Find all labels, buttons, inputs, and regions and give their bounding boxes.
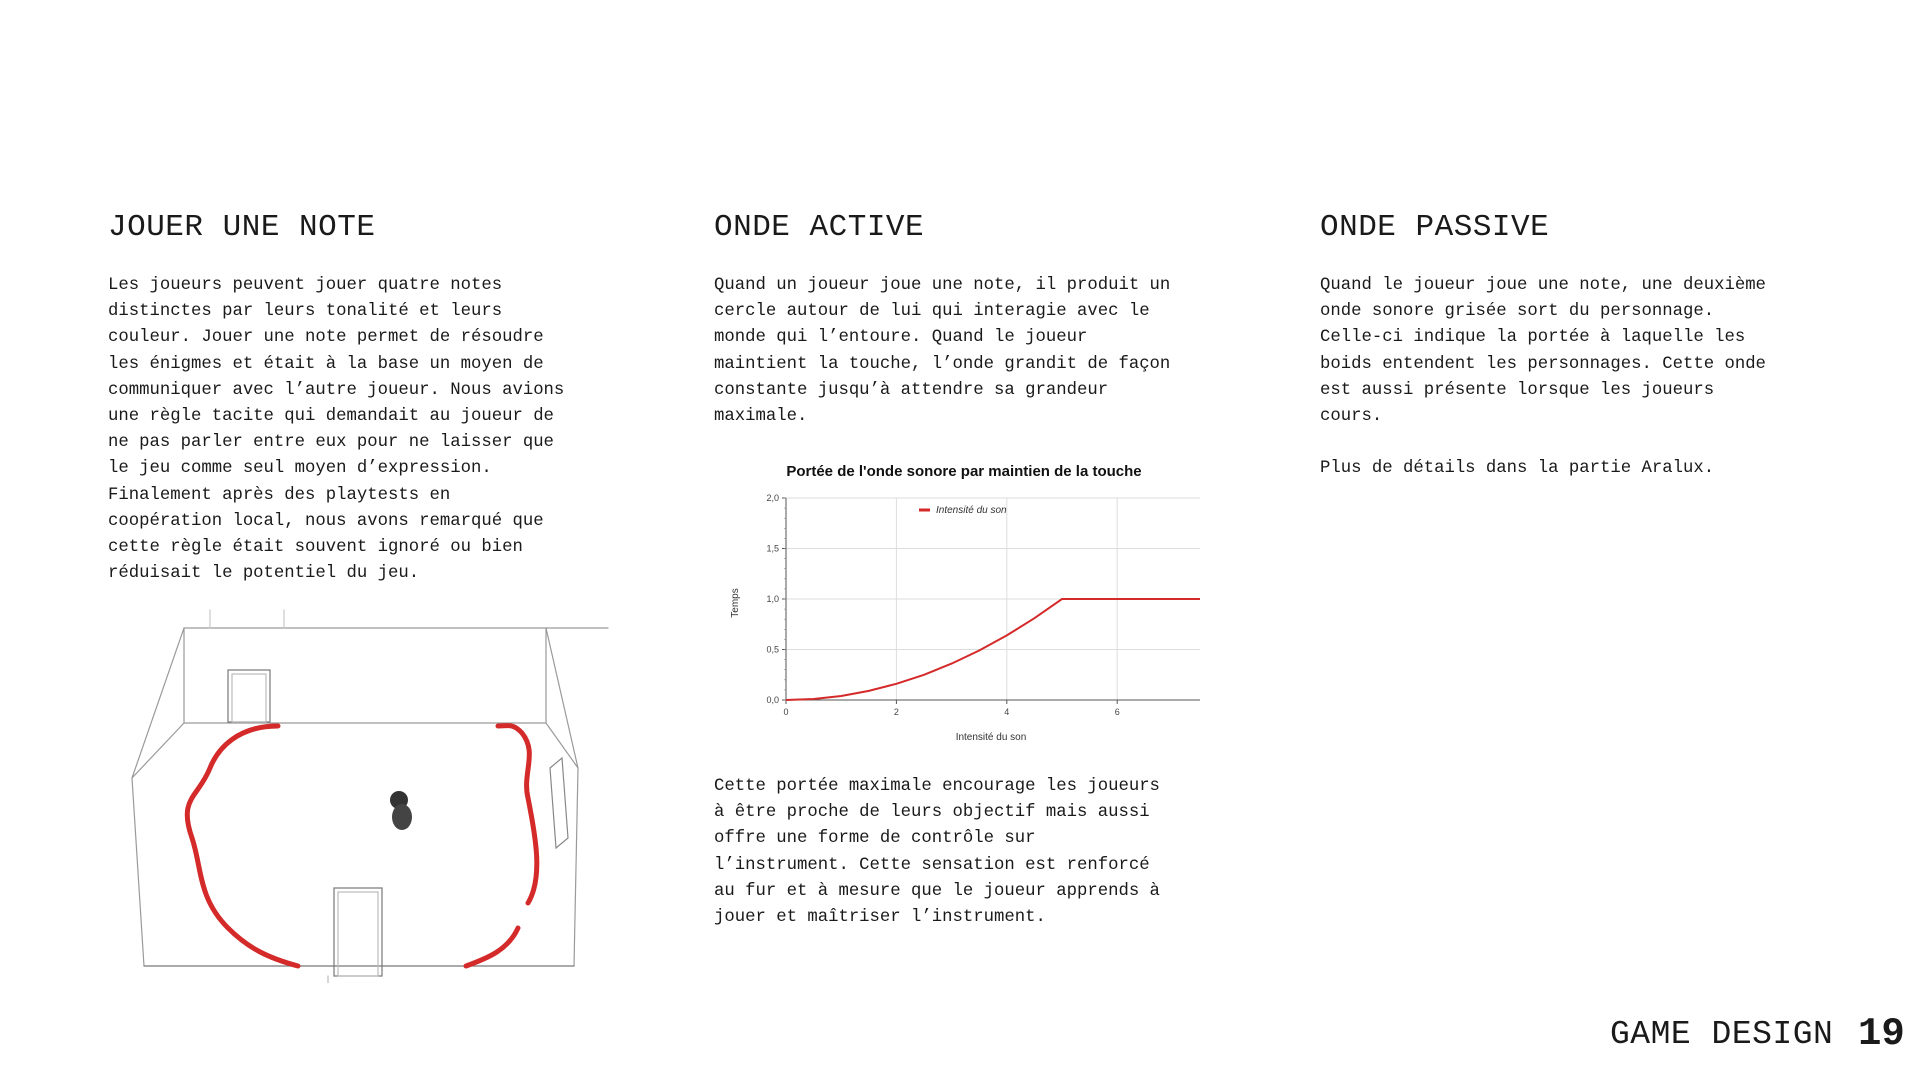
y-tick-label: 0,0 xyxy=(766,695,779,705)
section-title: JOUER UNE NOTE xyxy=(108,210,376,245)
section-onde-passive xyxy=(1320,210,1840,483)
x-tick-label: 4 xyxy=(1004,707,1010,717)
footer-section-title: GAME DESIGN xyxy=(1610,1016,1834,1053)
chart-title: Portée de l'onde sonore par maintien de la touche xyxy=(786,463,1142,480)
section-title: ONDE ACTIVE xyxy=(714,210,925,245)
x-tick-label: 0 xyxy=(783,707,789,717)
y-tick-label: 0,5 xyxy=(766,644,779,655)
x-tick-label: 6 xyxy=(1114,707,1120,717)
section-jouer-une-note xyxy=(108,210,628,587)
section-onde-active-continued xyxy=(714,774,1234,931)
page-number: 19 xyxy=(1858,1012,1905,1056)
section-onde-active xyxy=(714,210,1234,430)
room-sketch-illustration xyxy=(118,598,618,983)
section-title: ONDE PASSIVE xyxy=(1320,210,1550,245)
section-body-2: Cette portée maximale encourage les joueurs à être proche de leurs objectif mais aussi offre une forme de contrôle sur l’instrument. Cette sensation est renforcé au fur et à mesure que le joueur apprends à jouer et maîtriser l’instrument. xyxy=(714,777,1160,928)
x-tick-label: 2 xyxy=(893,707,899,717)
y-axis-label: Temps xyxy=(730,588,741,618)
section-body: Les joueurs peuvent jouer quatre notes distinctes par leurs tonalité et leurs couleur. Jouer une note permet de résoudre les énigmes et était à la base un moyen de communiquer avec l’autre joueur. Nous avions une règle tacite qui demandait au joueur de ne pas parler entre eux pour ne laisser que le jeu comme seul moyen d’expression. Finalement après des playtests en coopération local, nous avons remarqué que cette règle était souvent ignoré ou bien réduisait le potentiel du jeu. xyxy=(108,276,565,584)
section-body: Quand le joueur joue une note, une deuxième onde sonore grisée sort du personnage. Celle-ci indique la portée à laquelle les boids entendent les personnages. Cette onde est aussi présente lorsque les joueurs cours. Plus de détails dans la partie Aralux. xyxy=(1320,276,1766,479)
section-body: Quand un joueur joue une note, il produit un cercle autour de lui qui interagie avec le monde qui l’entoure. Quand le joueur maintient la touche, l’onde grandit de façon constante jusqu’à attendre sa grandeur maximale. xyxy=(714,276,1171,427)
y-tick-label: 2,0 xyxy=(766,493,779,503)
legend-label: Intensité du son xyxy=(936,505,1007,516)
range-chart xyxy=(724,458,1224,748)
y-tick-label: 1,0 xyxy=(766,594,779,604)
y-tick-label: 1,5 xyxy=(766,543,779,554)
x-axis-label: Intensité du son xyxy=(955,732,1027,743)
